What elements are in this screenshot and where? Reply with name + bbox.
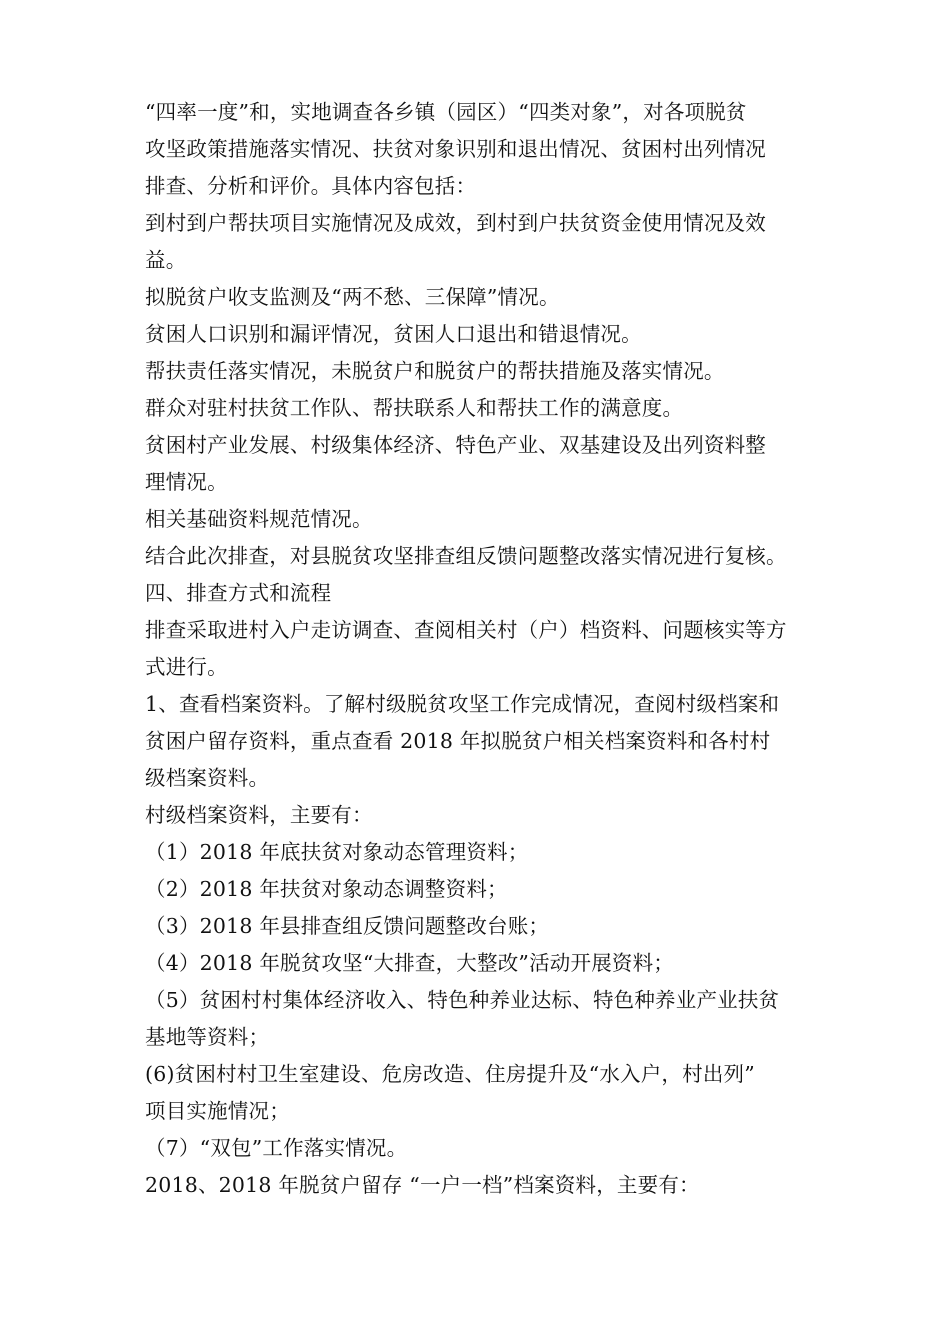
text-line: 结合此次排查，对县脱贫攻坚排查组反馈问题整改落实情况进行复核。 [145, 544, 787, 568]
text-line: 相关基础资料规范情况。 [145, 507, 373, 531]
text-line: 排查、分析和评价。具体内容包括： [145, 174, 477, 198]
document-body [145, 94, 845, 1204]
text-line: 2018、2018 年脱贫户留存 “一户一档”档案资料，主要有： [145, 1173, 700, 1197]
text-line: 贫困村产业发展、村级集体经济、特色产业、双基建设及出列资料整 [145, 433, 766, 457]
section-heading: 四、排查方式和流程 [145, 581, 332, 605]
list-item: （4）2018 年脱贫攻坚“大排查，大整改”活动开展资料； [145, 951, 674, 975]
text-line: 项目实施情况； [145, 1099, 290, 1123]
text-line: “四率一度”和，实地调查各乡镇（园区）“四类对象”，对各项脱贫 [145, 100, 747, 124]
text-line: 贫困人口识别和漏评情况，贫困人口退出和错退情况。 [145, 322, 642, 346]
list-item: （7）“双包”工作落实情况。 [145, 1136, 408, 1160]
list-item: (6)贫困村村卫生室建设、危房改造、住房提升及“水入户，村出列” [145, 1062, 755, 1086]
list-item: （5）贫困村村集体经济收入、特色种养业达标、特色种养业产业扶贫 [145, 988, 780, 1012]
text-line: 到村到户帮扶项目实施情况及成效，到村到户扶贫资金使用情况及效 [145, 211, 766, 235]
text-line: 贫困户留存资料，重点查看 2018 年拟脱贫户相关档案资料和各村村 [145, 729, 771, 753]
text-line: 理情况。 [145, 470, 228, 494]
list-item: （3）2018 年县排查组反馈问题整改台账； [145, 914, 550, 938]
text-line: 益。 [145, 248, 187, 272]
text-line: 攻坚政策措施落实情况、扶贫对象识别和退出情况、贫困村出列情况 [145, 137, 766, 161]
text-line: 基地等资料； [145, 1025, 270, 1049]
text-line: 群众对驻村扶贫工作队、帮扶联系人和帮扶工作的满意度。 [145, 396, 684, 420]
list-item: （1）2018 年底扶贫对象动态管理资料； [145, 840, 529, 864]
text-line: 拟脱贫户收支监测及“两不愁、三保障”情况。 [145, 285, 560, 309]
text-line: 村级档案资料，主要有： [145, 803, 373, 827]
text-line: 排查采取进村入户走访调查、查阅相关村（户）档资料、问题核实等方 [145, 618, 787, 642]
text-line: 级档案资料。 [145, 766, 270, 790]
text-line: 式进行。 [145, 655, 228, 679]
list-item: （2）2018 年扶贫对象动态调整资料； [145, 877, 508, 901]
text-line: 帮扶责任落实情况，未脱贫户和脱贫户的帮扶措施及落实情况。 [145, 359, 725, 383]
text-line: 1、查看档案资料。了解村级脱贫攻坚工作完成情况，查阅村级档案和 [145, 692, 780, 716]
